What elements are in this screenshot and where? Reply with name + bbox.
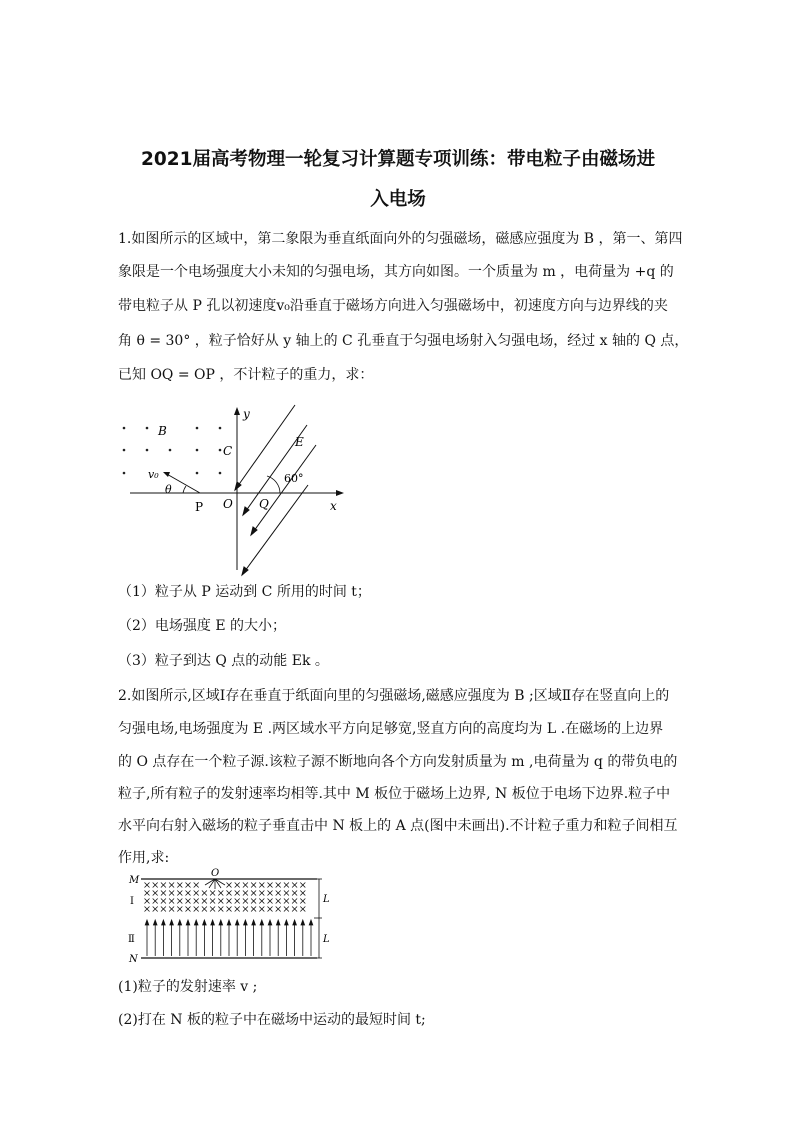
p1-line-3: 带电粒子从 P 孔以初速度v₀沿垂直于磁场方向进入匀强磁场中，初速度方向与边界线的夹 (118, 298, 668, 314)
label-theta: θ (165, 483, 172, 496)
label-O: O (223, 497, 233, 511)
label-B: B (158, 424, 167, 438)
doc-title-line2: 入电场 (370, 189, 426, 210)
label-O: O (211, 868, 220, 879)
p1-question-1: （1）粒子从 P 运动到 C 所用的时间 t； (118, 584, 371, 600)
p2-line-4: 粒子,所有粒子的发射速率均相等.其中 M 板位于磁场上边界, N 板位于电场下边界.粒子中 (118, 786, 671, 802)
label-L1: L (323, 894, 330, 905)
label-y: y (243, 407, 250, 421)
p2-question-1: (1)粒子的发射速率 v ; (118, 979, 258, 995)
p2-line-5: 水平向右射入磁场的粒子垂直击中 N 板上的 A 点(图中未画出).不计粒子重力和粒子间相互 (118, 818, 678, 834)
p2-line-1: 2.如图所示,区域Ⅰ存在垂直于纸面向里的匀强磁场,磁感应强度为 B ;区域Ⅱ存在竖直向上的 (118, 688, 670, 704)
label-x: x (330, 499, 337, 513)
p1-line-1: 1.如图所示的区域中，第二象限为垂直纸面向外的匀强磁场，磁感应强度为 B ，第一、第四 (118, 231, 683, 247)
p2-line-3: 的 O 点存在一个粒子源.该粒子源不断地向各个方向发射质量为 m ,电荷量为 q 的带负电的 (118, 754, 678, 770)
doc-title-line1: 2021届高考物理一轮复习计算题专项训练：带电粒子由磁场进 (141, 149, 655, 170)
label-angle: 60° (284, 472, 304, 485)
label-N: N (129, 954, 138, 965)
emission-rays (205, 879, 225, 889)
electric-field-lines (235, 405, 316, 575)
p1-figure (110, 400, 360, 580)
p1-question-2: （2）电场强度 E 的大小； (118, 618, 287, 634)
label-P: P (195, 500, 204, 514)
label-region-II: Ⅱ (128, 934, 135, 945)
electric-field-arrows (145, 920, 313, 956)
label-v0: v₀ (148, 468, 159, 481)
label-C: C (223, 444, 233, 458)
label-L2: L (323, 934, 330, 945)
p1-question-3: （3）粒子到达 Q 点的动能 Ek 。 (118, 653, 329, 669)
p2-figure (125, 866, 335, 966)
label-Q: Q (259, 497, 269, 511)
label-E: E (295, 435, 304, 449)
p1-line-5: 已知 OQ = OP ，不计粒子的重力，求： (118, 367, 374, 383)
label-region-I: Ⅰ (130, 896, 134, 907)
label-M: M (129, 875, 140, 886)
magnetic-field-dots (123, 427, 222, 475)
magnetic-field-crosses (145, 883, 306, 912)
p1-line-2: 象限是一个电场强度大小未知的匀强电场，其方向如图。一个质量为 m ，电荷量为 +q 的 (118, 264, 674, 280)
p2-line-2: 匀强电场,电场强度为 E .两区域水平方向足够宽,竖直方向的高度均为 L .在磁场的上边界 (118, 721, 664, 737)
p2-line-6: 作用,求: (118, 850, 170, 866)
p1-line-4: 角 θ = 30° ，粒子恰好从 y 轴上的 C 孔垂直于匀强电场射入匀强电场，经过 x 轴的 Q 点， (118, 333, 689, 349)
p2-question-2: (2)打在 N 板的粒子中在磁场中运动的最短时间 t; (118, 1012, 426, 1028)
